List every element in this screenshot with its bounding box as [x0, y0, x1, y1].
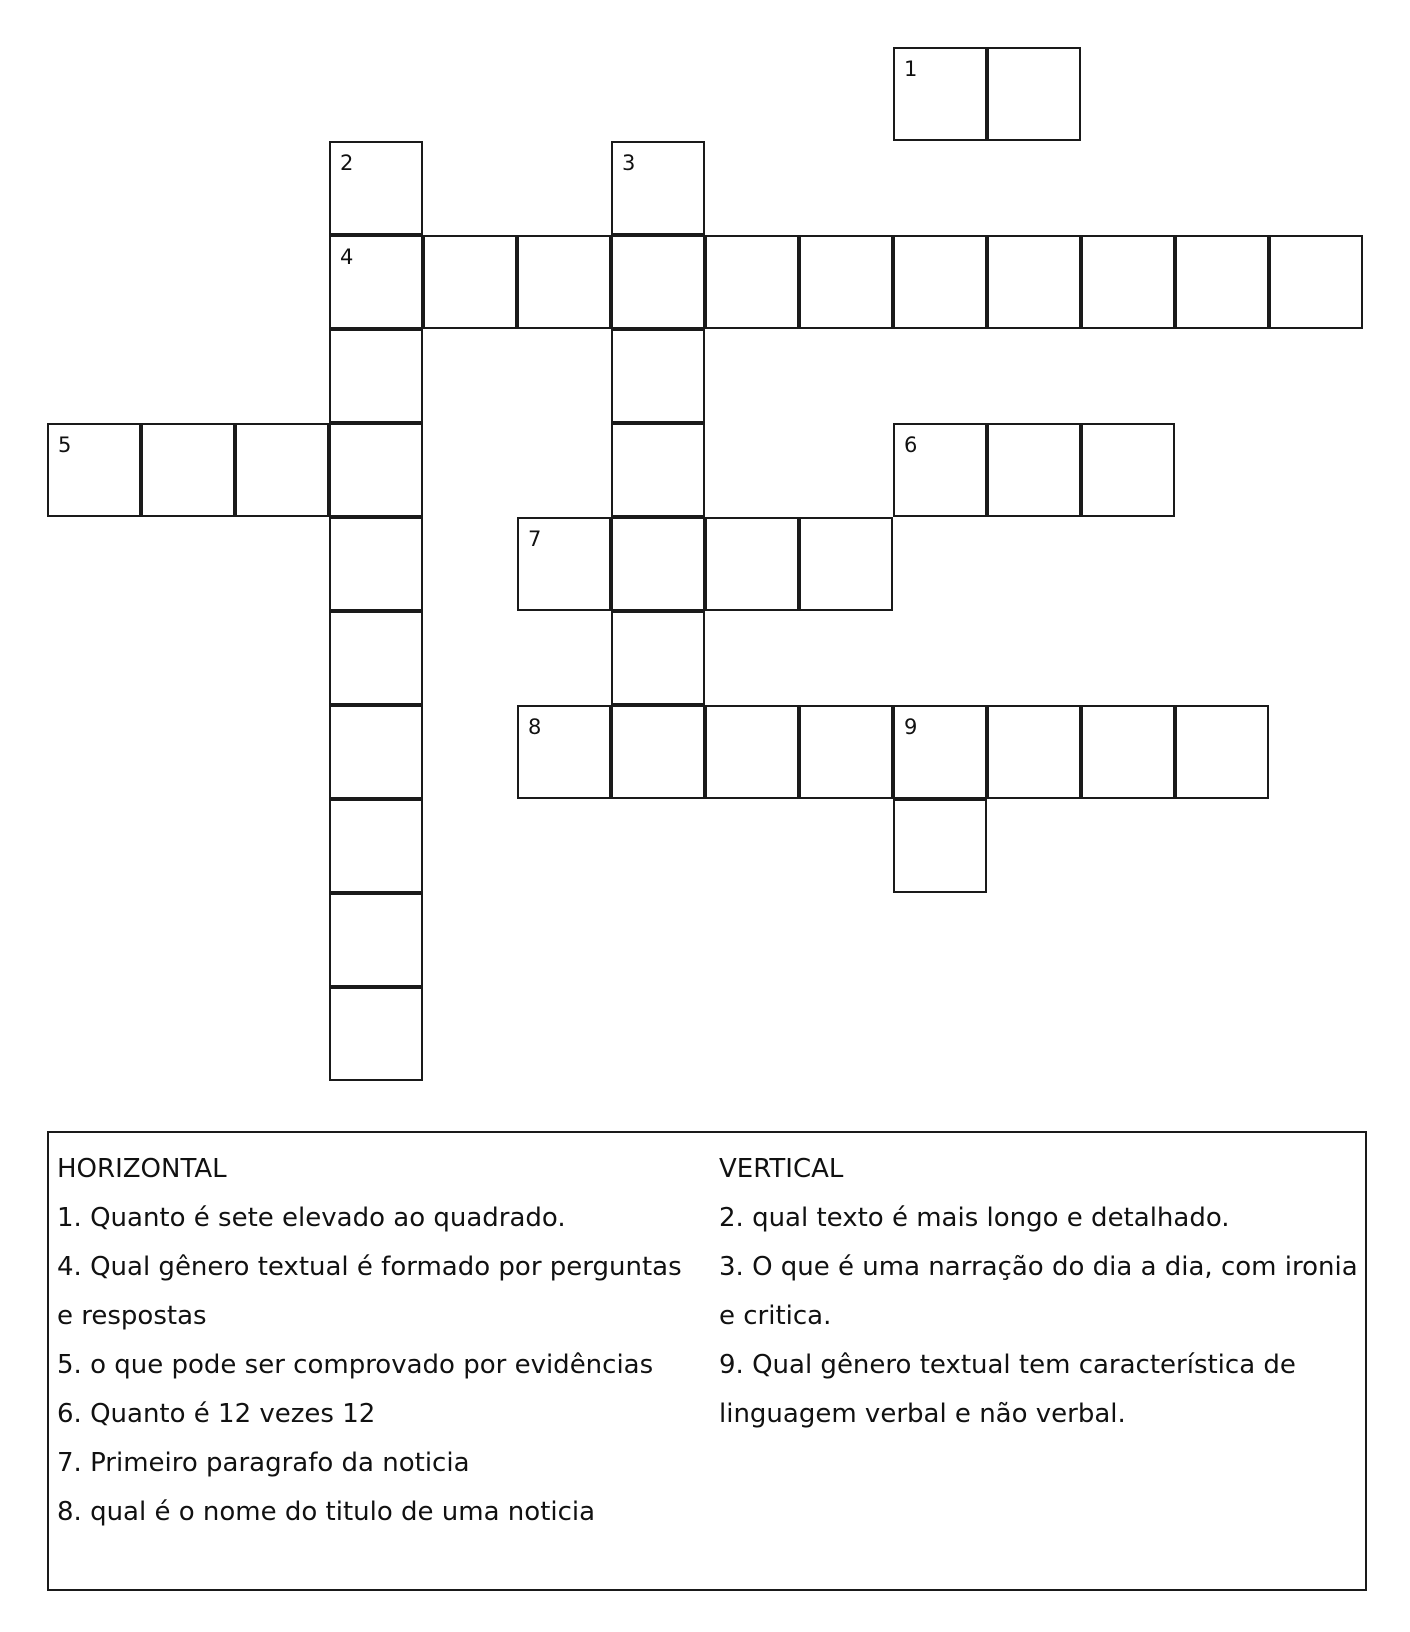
- crossword-cell[interactable]: [987, 705, 1081, 799]
- crossword-cell[interactable]: [329, 799, 423, 893]
- crossword-cell[interactable]: [799, 705, 893, 799]
- clue-number: 8: [528, 715, 542, 739]
- crossword-cell[interactable]: [329, 611, 423, 705]
- crossword-cell[interactable]: [893, 705, 987, 799]
- vertical-clues: [719, 1145, 1359, 1439]
- crossword-cell[interactable]: [799, 517, 893, 611]
- horizontal-clues: [57, 1145, 702, 1537]
- crossword-cell[interactable]: [987, 47, 1081, 141]
- clue-number: 9: [904, 715, 918, 739]
- crossword-cell[interactable]: [329, 987, 423, 1081]
- crossword-cell[interactable]: [329, 329, 423, 423]
- crossword-cell[interactable]: [141, 423, 235, 517]
- crossword-cell[interactable]: [329, 893, 423, 987]
- crossword-cell[interactable]: [517, 517, 611, 611]
- crossword-cell[interactable]: [893, 47, 987, 141]
- clue-horizontal-5: 5. o que pode ser comprovado por evidências: [57, 1350, 654, 1380]
- clue-number: 6: [904, 433, 918, 457]
- clue-vertical-3: 3. O que é uma narração do dia a dia, com ironia e critica.: [719, 1252, 1358, 1331]
- crossword-cell[interactable]: [329, 235, 423, 329]
- clue-number: 7: [528, 527, 542, 551]
- crossword-cell[interactable]: [329, 705, 423, 799]
- clue-number: 2: [340, 151, 354, 175]
- crossword-cell[interactable]: [517, 235, 611, 329]
- crossword-cell[interactable]: [1081, 423, 1175, 517]
- vertical-heading: VERTICAL: [719, 1154, 844, 1184]
- crossword-cell[interactable]: [423, 235, 517, 329]
- crossword-cell[interactable]: [893, 799, 987, 893]
- crossword-cell[interactable]: [611, 329, 705, 423]
- crossword-cell[interactable]: [799, 235, 893, 329]
- crossword-cell[interactable]: [611, 517, 705, 611]
- crossword-cell[interactable]: [1175, 705, 1269, 799]
- crossword-cell[interactable]: [893, 423, 987, 517]
- crossword-cell[interactable]: [1269, 235, 1363, 329]
- crossword-cell[interactable]: [329, 517, 423, 611]
- crossword-cell[interactable]: [611, 611, 705, 705]
- crossword-cell[interactable]: [611, 423, 705, 517]
- crossword-cell[interactable]: [705, 235, 799, 329]
- crossword-cell[interactable]: [893, 235, 987, 329]
- crossword-cell[interactable]: [987, 235, 1081, 329]
- crossword-cell[interactable]: [235, 423, 329, 517]
- clue-vertical-9: 9. Qual gênero textual tem característica de linguagem verbal e não verbal.: [719, 1350, 1296, 1429]
- horizontal-heading: HORIZONTAL: [57, 1154, 227, 1184]
- clue-number: 3: [622, 151, 636, 175]
- clue-number: 5: [58, 433, 72, 457]
- crossword-cell[interactable]: [1175, 235, 1269, 329]
- crossword-cell[interactable]: [329, 423, 423, 517]
- crossword-cell[interactable]: [611, 235, 705, 329]
- crossword-cell[interactable]: [987, 423, 1081, 517]
- crossword-cell[interactable]: [47, 423, 141, 517]
- crossword-cell[interactable]: [611, 141, 705, 235]
- crossword-cell[interactable]: [705, 517, 799, 611]
- crossword-cell[interactable]: [1081, 705, 1175, 799]
- clue-horizontal-8: 8. qual é o nome do titulo de uma noticia: [57, 1497, 596, 1527]
- clue-number: 1: [904, 57, 918, 81]
- clue-horizontal-7: 7. Primeiro paragrafo da noticia: [57, 1448, 470, 1478]
- clue-horizontal-6: 6. Quanto é 12 vezes 12: [57, 1399, 376, 1429]
- clue-horizontal-1: 1. Quanto é sete elevado ao quadrado.: [57, 1203, 566, 1233]
- crossword-cell[interactable]: [705, 705, 799, 799]
- crossword-cell[interactable]: [611, 705, 705, 799]
- clues-box: [47, 1131, 1367, 1591]
- clue-number: 4: [340, 245, 354, 269]
- crossword-cell[interactable]: [329, 141, 423, 235]
- clue-vertical-2: 2. qual texto é mais longo e detalhado.: [719, 1203, 1230, 1233]
- clue-horizontal-4: 4. Qual gênero textual é formado por perguntas e respostas: [57, 1252, 682, 1331]
- crossword-cell[interactable]: [517, 705, 611, 799]
- crossword-cell[interactable]: [1081, 235, 1175, 329]
